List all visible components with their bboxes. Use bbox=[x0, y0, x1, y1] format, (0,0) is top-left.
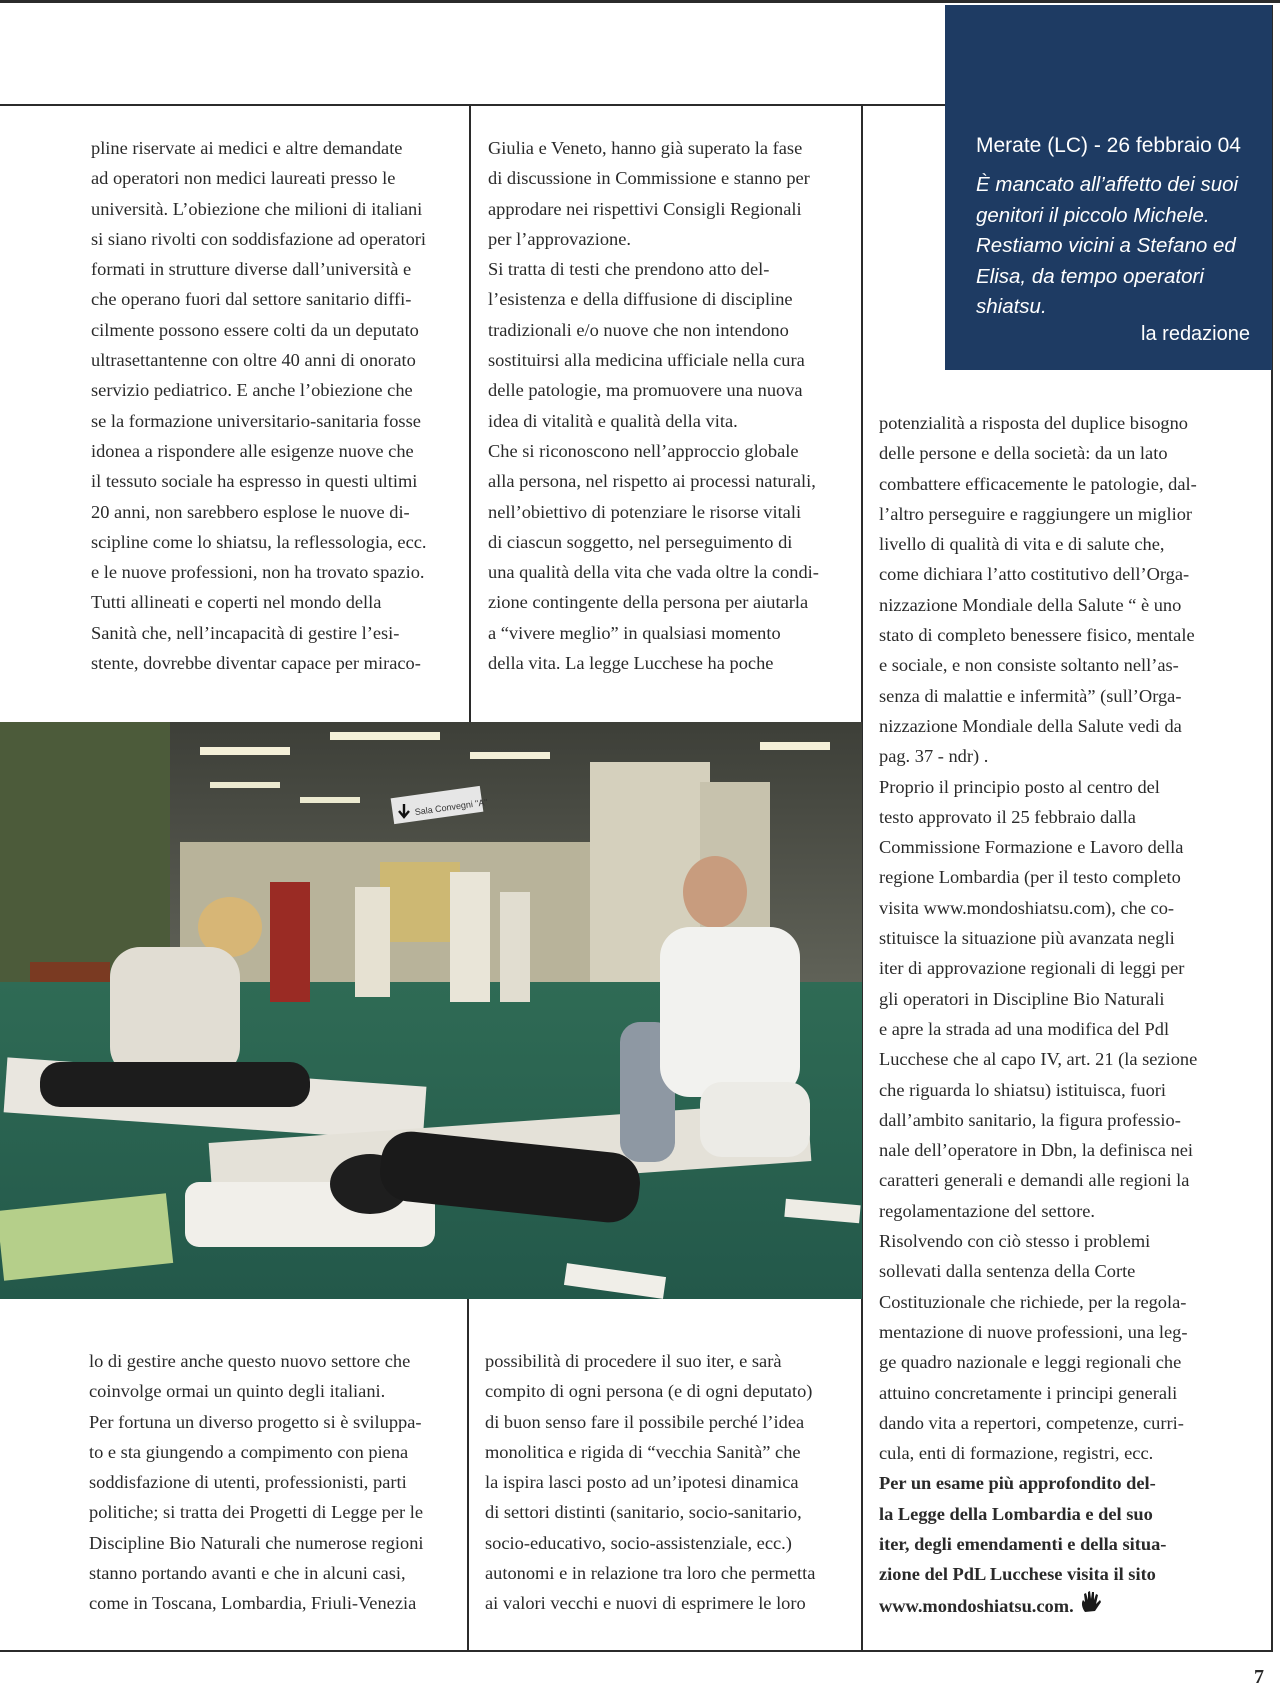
text-line: to e sta giungendo a compimento con piena bbox=[89, 1441, 409, 1462]
memorial-notice bbox=[945, 5, 1272, 370]
text-line: idea di vitalità e qualità della vita. bbox=[488, 410, 738, 431]
bold-text-line-content: iter, degli emendamenti e della situa- bbox=[879, 1533, 1167, 1554]
text-line: regione Lombardia (per il testo completo bbox=[879, 867, 1181, 888]
text-line: soddisfazione di utenti, professionisti, parti bbox=[89, 1472, 407, 1493]
column-divider-1 bbox=[469, 105, 471, 722]
text-line: sostituirsi alla medicina ufficiale nella cura bbox=[488, 350, 805, 371]
text-line: ad operatori non medici laureati presso le bbox=[91, 168, 396, 189]
text-line: compito di ogni persona (e di ogni deputato) bbox=[485, 1381, 813, 1402]
bold-text-line bbox=[879, 1590, 1264, 1621]
text-line: il tessuto sociale ha espresso in questi ultimi bbox=[91, 471, 418, 492]
text-line: stente, dovrebbe diventar capace per miraco- bbox=[91, 653, 421, 674]
text-line: alla persona, nel rispetto ai processi naturali, bbox=[488, 471, 816, 492]
text-line: autonomi e in relazione tra loro che permetta bbox=[485, 1563, 816, 1584]
shiatsu-photo bbox=[0, 722, 862, 1299]
header-rule bbox=[0, 104, 945, 106]
notice-signature: la redazione bbox=[1141, 323, 1250, 345]
column-1-bottom bbox=[89, 1346, 459, 1619]
text-line: della vita. La legge Lucchese ha poche bbox=[488, 653, 774, 674]
text-line: Commissione Formazione e Lavoro della bbox=[879, 837, 1184, 858]
text-line: Tutti allineati e coperti nel mondo della bbox=[91, 592, 382, 613]
text-line: visita www.mondoshiatsu.com), che co- bbox=[879, 897, 1175, 918]
text-line: stato di completo benessere fisico, mentale bbox=[879, 625, 1195, 646]
text-line: una qualità della vita che vada oltre la condi- bbox=[488, 562, 819, 583]
photo-illustration bbox=[0, 722, 862, 1299]
text-line: combattere efficacemente le patologie, dal- bbox=[879, 473, 1197, 494]
footer-rule bbox=[0, 1650, 1273, 1652]
column-1-top bbox=[91, 133, 461, 678]
text-line: possibilità di procedere il suo iter, e sarà bbox=[485, 1351, 782, 1371]
text-line: per l’approvazione. bbox=[488, 228, 631, 249]
text-line: caratteri generali e demandi alle regioni la bbox=[879, 1170, 1190, 1191]
text-line: politiche; si tratta dei Progetti di Legge per le bbox=[89, 1502, 423, 1523]
text-line: cilmente possono essere colti da un deputato bbox=[91, 319, 419, 340]
text-line: di settori distinti (sanitario, socio-sanitario, bbox=[485, 1502, 802, 1523]
text-line: coinvolge ormai un quinto degli italiani. bbox=[89, 1381, 386, 1402]
text-line: a “vivere meglio” in qualsiasi momento bbox=[488, 622, 781, 643]
text-line: scipline come lo shiatsu, la reflessologia, ecc. bbox=[91, 531, 427, 552]
text-line: si siano rivolti con soddisfazione ad operatori bbox=[91, 228, 427, 249]
text-line: servizio pediatrico. E anche l’obiezione che bbox=[91, 380, 413, 401]
bold-text-line bbox=[879, 1559, 1264, 1589]
text-line: di ciascun soggetto, nel perseguimento di bbox=[488, 531, 793, 552]
text-line: testo approvato il 25 febbraio dalla bbox=[879, 806, 1136, 827]
text-line: Lucchese che al capo IV, art. 21 (la sezione bbox=[879, 1049, 1198, 1070]
notice-title: Merate (LC) - 26 febbraio 04 bbox=[976, 134, 1241, 157]
text-line: Discipline Bio Naturali che numerose regioni bbox=[89, 1532, 424, 1553]
text-line: nale dell’operatore in Dbn, la definisca nei bbox=[879, 1140, 1194, 1161]
text-line: la ispira lasci posto ad un’ipotesi dinamica bbox=[485, 1472, 799, 1493]
column-divider-3 bbox=[467, 1299, 469, 1651]
page-number: 7 bbox=[1254, 1666, 1264, 1688]
text-line: ge quadro nazionale e leggi regionali che bbox=[879, 1352, 1182, 1373]
text-line: nizzazione Mondiale della Salute “ è uno bbox=[879, 594, 1182, 615]
text-line: idonea a rispondere alle esigenze nuove che bbox=[91, 440, 414, 461]
text-line: e apre la strada ad una modifica del Pdl bbox=[879, 1018, 1170, 1039]
text-line: cula, enti di formazione, registri, ecc. bbox=[879, 1443, 1154, 1464]
bold-text-line-content: zione del PdL Lucchese visita il sito bbox=[879, 1564, 1156, 1585]
text-line: di discussione in Commissione e stanno per bbox=[488, 168, 810, 189]
text-line: monolitica e rigida di “vecchia Sanità” che bbox=[485, 1441, 801, 1462]
text-line: approdare nei rispettivi Consigli Regionali bbox=[488, 198, 802, 219]
text-line: Risolvendo con ciò stesso i problemi bbox=[879, 1231, 1151, 1252]
text-line: università. L’obiezione che milioni di italiani bbox=[91, 198, 423, 219]
text-line: che riguarda lo shiatsu) istituisca, fuori bbox=[879, 1079, 1167, 1100]
text-line: delle persone e della società: da un lato bbox=[879, 443, 1168, 464]
text-line: attuino concretamente i principi generali bbox=[879, 1382, 1178, 1403]
text-line: lo di gestire anche questo nuovo settore che bbox=[89, 1351, 411, 1371]
column-2-top bbox=[488, 133, 853, 678]
text-line: dando vita a repertori, competenze, curri- bbox=[879, 1412, 1184, 1433]
text-line: socio-educativo, socio-assistenziale, ecc.) bbox=[485, 1532, 792, 1553]
bold-text-line bbox=[879, 1468, 1264, 1498]
text-line: regolamentazione del settore. bbox=[879, 1200, 1095, 1221]
bold-text-line-content: Per un esame più approfondito del- bbox=[879, 1473, 1156, 1494]
text-line: di buon senso fare il possibile perché l’idea bbox=[485, 1411, 805, 1432]
text-line: potenzialità a risposta del duplice bisogno bbox=[879, 413, 1188, 433]
text-line: pline riservate ai medici e altre demandate bbox=[91, 138, 403, 158]
text-line: nell’obiettivo di potenziare le risorse vitali bbox=[488, 501, 802, 522]
text-line: l’esistenza e della diffusione di discipline bbox=[488, 289, 793, 310]
text-line: dall’ambito sanitario, la figura professio- bbox=[879, 1109, 1181, 1130]
text-line: zione contingente della persona per aiutarla bbox=[488, 592, 809, 613]
text-line: nizzazione Mondiale della Salute vedi da bbox=[879, 715, 1182, 736]
bold-text-line bbox=[879, 1529, 1264, 1559]
text-line: e sociale, e non consiste soltanto nell’as- bbox=[879, 655, 1179, 676]
text-line: iter di approvazione regionali di leggi per bbox=[879, 958, 1185, 979]
text-line: mentazione di nuove professioni, una leg- bbox=[879, 1321, 1188, 1342]
text-line: senza di malattie e infermità” (sull’Orga- bbox=[879, 685, 1182, 706]
text-line: stituisce la situazione più avanzata negli bbox=[879, 928, 1175, 949]
text-line: gli operatori in Discipline Bio Naturali bbox=[879, 988, 1165, 1009]
top-border bbox=[0, 0, 1280, 3]
text-line: come dichiara l’atto costitutivo dell’Orga- bbox=[879, 564, 1190, 585]
text-line: ultrasettantenne con oltre 40 anni di onorato bbox=[91, 350, 416, 371]
text-line: livello di qualità di vita e di salute che, bbox=[879, 534, 1165, 555]
photo-sign-text: Sala Convegni "A" bbox=[414, 796, 489, 818]
text-line: sollevati dalla sentenza della Corte bbox=[879, 1261, 1136, 1282]
text-line: Si tratta di testi che prendono atto del- bbox=[488, 259, 770, 280]
text-line: Costituzionale che richiede, per la regola- bbox=[879, 1291, 1187, 1312]
bold-text-line-content: www.mondoshiatsu.com. bbox=[879, 1595, 1074, 1616]
text-line: se la formazione universitario-sanitaria fosse bbox=[91, 410, 421, 431]
text-line: l’altro perseguire e raggiungere un miglior bbox=[879, 503, 1193, 524]
text-line: che operano fuori dal settore sanitario diffi- bbox=[91, 289, 412, 310]
text-line: ai valori vecchi e nuovi di esprimere le loro bbox=[485, 1593, 806, 1614]
text-line: tradizionali e/o nuove che non intendono bbox=[488, 319, 789, 340]
text-line: Sanità che, nell’incapacità di gestire l’esi- bbox=[91, 622, 400, 643]
hand-icon bbox=[1080, 1590, 1102, 1614]
text-line: delle patologie, ma promuovere una nuova bbox=[488, 380, 803, 401]
text-line: Per fortuna un diverso progetto si è sviluppa- bbox=[89, 1411, 422, 1432]
notice-body: È mancato all’affetto dei suoi genitori il piccolo Michele. Restiamo vicini a Stefano ed Elisa, da tempo operatori shiatsu. bbox=[976, 173, 1239, 318]
column-2-bottom bbox=[485, 1346, 855, 1619]
bold-text-line bbox=[879, 1499, 1264, 1529]
text-line: come in Toscana, Lombardia, Friuli-Venezia bbox=[89, 1593, 417, 1614]
text-line: Che si riconoscono nell’approccio globale bbox=[488, 440, 799, 461]
text-line: Giulia e Veneto, hanno già superato la fase bbox=[488, 138, 803, 158]
text-line: stanno portando avanti e che in alcuni casi, bbox=[89, 1563, 406, 1584]
text-line: Proprio il principio posto al centro del bbox=[879, 776, 1160, 797]
bold-text-line-content: la Legge della Lombardia e del suo bbox=[879, 1503, 1153, 1524]
text-line: formati in strutture diverse dall’università e bbox=[91, 259, 412, 280]
text-line: pag. 37 - ndr) . bbox=[879, 746, 989, 767]
column-3 bbox=[879, 408, 1264, 1621]
text-line: e le nuove professioni, non ha trovato spazio. bbox=[91, 562, 425, 583]
text-line: 20 anni, non sarebbero esplose le nuove di- bbox=[91, 501, 410, 522]
